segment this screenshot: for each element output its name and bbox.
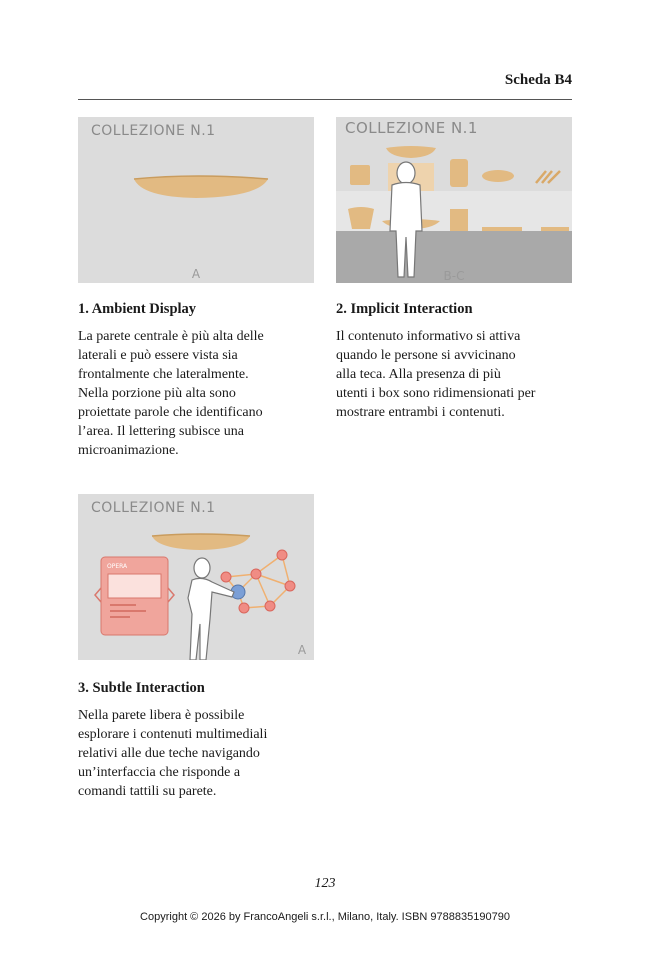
figure-heading: COLLEZIONE N.1 xyxy=(91,123,216,139)
chevron-right-icon xyxy=(168,588,174,602)
body-line: l’area. Il lettering subisce una xyxy=(78,424,244,439)
network-node xyxy=(277,550,287,560)
body-line: proiettate parole che identificano xyxy=(78,405,263,420)
section-title: 2. Implicit Interaction xyxy=(336,301,473,317)
figure-subtle-interaction xyxy=(78,494,314,660)
body-line: La parete centrale è più alta delle xyxy=(78,329,264,344)
header-rule xyxy=(78,99,572,100)
body-line: Il contenuto informativo si attiva xyxy=(336,329,521,344)
body-line: relativi alle due teche navigando xyxy=(78,746,260,761)
bowl-projection xyxy=(134,176,268,199)
figure-corner-label: A xyxy=(191,267,201,281)
plate-object xyxy=(482,170,514,182)
body-line: mostrare entrambi i contenuti. xyxy=(336,405,505,420)
section-title: 3. Subtle Interaction xyxy=(78,680,205,696)
section-title: 1. Ambient Display xyxy=(78,301,197,317)
body-line: esplorare i contenuti multimediali xyxy=(78,727,268,742)
bowl-projection xyxy=(152,534,250,551)
body-line: frontalmente che lateralmente. xyxy=(78,367,249,382)
content-network xyxy=(226,555,290,608)
copyright-notice: Copyright © 2026 by FrancoAngeli s.r.l., Milano, Italy. ISBN 9788835190790 xyxy=(140,911,510,923)
chevron-left-icon xyxy=(95,588,101,602)
body-line: quando le persone si avvicinano xyxy=(336,348,516,363)
figure-implicit-interaction xyxy=(336,117,572,283)
section-body xyxy=(336,327,576,422)
page-number: 123 xyxy=(314,876,336,891)
network-node xyxy=(251,569,261,579)
network-node xyxy=(265,601,275,611)
body-line: Nella porzione più alta sono xyxy=(78,386,236,401)
body-line: un’interfaccia che risponde a xyxy=(78,765,241,780)
figure-ambient-display xyxy=(78,117,314,283)
figure-heading: COLLEZIONE N.1 xyxy=(91,500,216,516)
body-line: alla teca. Alla presenza di più xyxy=(336,367,501,382)
body-line: laterali e può essere vista sia xyxy=(78,348,238,363)
network-node xyxy=(239,603,249,613)
network-node xyxy=(285,581,295,591)
figure-corner-label: B-C xyxy=(443,269,465,283)
cup-object xyxy=(350,165,370,185)
vase-object xyxy=(450,159,468,187)
card-label: OPERA xyxy=(107,563,128,570)
section-body xyxy=(78,327,318,460)
pot-object xyxy=(348,207,374,229)
figure-corner-label: A xyxy=(297,643,307,657)
running-header: Scheda B4 xyxy=(504,72,572,88)
section-body xyxy=(78,706,318,801)
network-node xyxy=(221,572,231,582)
body-line: comandi tattili su parete. xyxy=(78,784,217,799)
figure-heading: COLLEZIONE N.1 xyxy=(345,119,478,137)
card-image-placeholder xyxy=(108,574,161,598)
body-line: microanimazione. xyxy=(78,443,179,458)
body-line: Nella parete libera è possibile xyxy=(78,708,245,723)
body-line: utenti i box sono ridimensionati per xyxy=(336,386,536,401)
box-object xyxy=(450,209,468,231)
